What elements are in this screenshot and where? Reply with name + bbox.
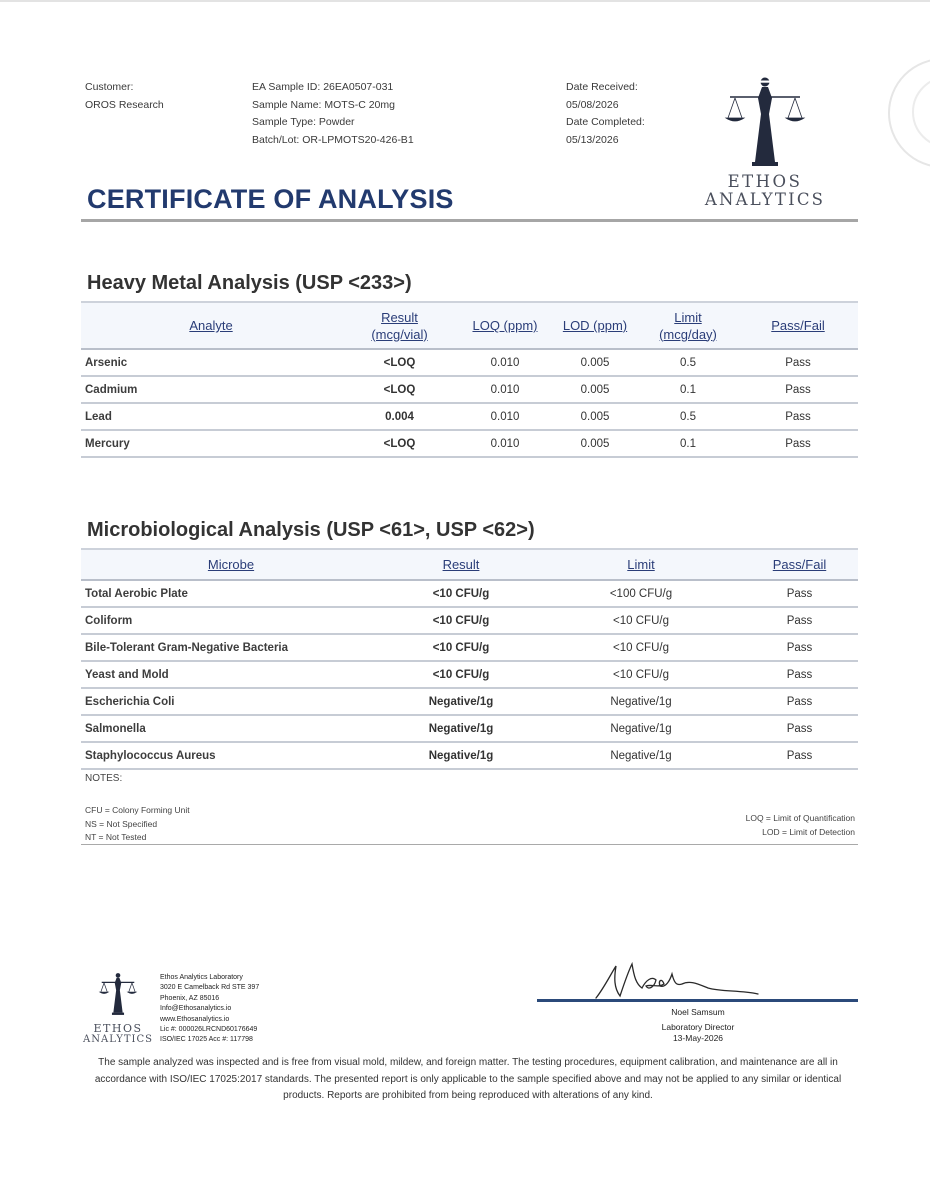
col-result-line2: (mcg/vial): [371, 326, 428, 342]
lady-justice-icon: [722, 76, 808, 168]
col-limit: [638, 302, 738, 349]
customer-label: Customer:: [85, 81, 134, 93]
col-microbe: Microbe: [207, 557, 255, 572]
sample-name: Sample Name: MOTS-C 20mg: [252, 98, 395, 111]
lod-cell: 0.005: [580, 383, 610, 396]
status-cell: Pass: [786, 587, 813, 600]
table-row: [81, 688, 858, 715]
analyte-cell: Arsenic: [85, 356, 128, 369]
status-cell: Pass: [786, 749, 813, 762]
result-cell: Negative/1g: [428, 749, 494, 762]
loq-cell: 0.010: [490, 437, 520, 450]
result-cell: 0.004: [385, 410, 414, 423]
col-analyte: Analyte: [189, 318, 233, 333]
limit-cell: <10 CFU/g: [613, 668, 669, 681]
col-micro-result: Result: [442, 557, 480, 572]
notes-label: NOTES:: [85, 773, 123, 784]
lab-web: www.Ethosanalytics.io: [160, 1015, 230, 1023]
limit-cell: <10 CFU/g: [613, 641, 669, 654]
disclaimer: The sample analyzed was inspected and is free from visual mold, mildew, and foreign matter. The testing procedures, equipment calibration, and maintenance are all in accordance with ISO/IEC 17025:2017 standards. The presented report is only applicable to the sample specified above and may not be applied to any similar or identical products. Reports are prohibited from being reproduced with alterations of any kind.: [94, 1057, 842, 1101]
microbe-cell: Escherichia Coli: [85, 695, 175, 708]
sample-block: [252, 79, 414, 149]
lod-cell: 0.005: [580, 410, 610, 423]
date-completed-label: Date Completed:: [566, 116, 645, 128]
table-row: [81, 376, 858, 403]
loq-cell: 0.010: [490, 383, 520, 396]
signer-block: [600, 1005, 796, 1046]
dates-block: [566, 79, 645, 149]
note-nt: NT = Not Tested: [85, 832, 147, 842]
lod-cell: 0.005: [580, 356, 610, 369]
limit-cell: Negative/1g: [610, 722, 672, 735]
col-result-line1: Result: [381, 309, 418, 325]
micro-title: Microbiological Analysis (USP <61>, USP <62>): [87, 519, 535, 541]
table-row: [81, 661, 858, 688]
note-loq: LOQ = Limit of Quantification: [745, 813, 855, 823]
analyte-cell: Lead: [85, 410, 112, 423]
limit-cell: 0.5: [680, 410, 696, 423]
footer-logo-ethos: ETHOS: [93, 1022, 143, 1035]
signer-name: Noel Samsum: [671, 1007, 725, 1017]
sample-id: EA Sample ID: 26EA0507-031: [252, 81, 394, 93]
result-cell: <10 CFU/g: [432, 668, 490, 681]
result-cell: Negative/1g: [428, 695, 494, 708]
date-completed: 05/13/2026: [566, 133, 619, 146]
result-cell: <LOQ: [383, 356, 416, 369]
footer-logo-analytics: ANALYTICS: [83, 1034, 153, 1045]
note-ns: NS = Not Specified: [85, 818, 158, 829]
status-cell: Pass: [786, 668, 813, 681]
status-cell: Pass: [785, 356, 811, 369]
status-cell: Pass: [786, 614, 813, 627]
col-loq: LOQ (ppm): [472, 318, 538, 333]
table-row: [81, 580, 858, 607]
result-cell: <LOQ: [383, 383, 416, 396]
lab-name: Ethos Analytics Laboratory: [160, 974, 243, 981]
micro-table: [81, 548, 858, 770]
result-cell: <LOQ: [383, 437, 416, 450]
lod-cell: 0.005: [580, 437, 610, 450]
result-cell: Negative/1g: [428, 722, 494, 735]
status-cell: Pass: [785, 437, 811, 450]
footer-logo: [82, 968, 162, 1048]
lab-address1: 3020 E Camelback Rd STE 397: [160, 984, 260, 992]
logo-text-analytics: ANALYTICS: [704, 190, 826, 209]
lab-email: Info@Ethosanalytics.io: [160, 1005, 232, 1013]
lady-justice-icon: [98, 968, 138, 1020]
limit-cell: Negative/1g: [610, 749, 672, 762]
col-micro-passfail: Pass/Fail: [772, 557, 827, 572]
table-row: [81, 715, 858, 742]
signature-line: [537, 999, 858, 1002]
customer-name: OROS Research: [85, 98, 164, 111]
result-cell: <10 CFU/g: [432, 614, 490, 627]
heavy-metal-title: Heavy Metal Analysis (USP <233>): [87, 272, 412, 294]
notes-left: [85, 804, 190, 845]
status-cell: Pass: [786, 641, 813, 654]
date-received-label: Date Received:: [566, 81, 638, 93]
status-cell: Pass: [785, 410, 811, 423]
customer-block: [85, 79, 164, 114]
sample-batch: Batch/Lot: OR-LPMOTS20-426-B1: [252, 133, 414, 146]
table-row: [81, 349, 858, 376]
logo-text-ethos: ETHOS: [727, 172, 803, 191]
lab-address2: Phoenix, AZ 85016: [160, 994, 220, 1002]
date-received: 05/08/2026: [566, 98, 619, 111]
microbe-cell: Salmonella: [85, 722, 146, 735]
micro-header-row: [81, 549, 858, 580]
table-row: [81, 634, 858, 661]
microbe-cell: Staphylococcus Aureus: [85, 749, 216, 762]
table-row: [81, 742, 858, 769]
result-cell: <10 CFU/g: [432, 587, 490, 600]
col-limit-line1: Limit: [674, 309, 702, 325]
ethos-logo: [698, 76, 832, 212]
notes-right: [700, 812, 855, 839]
microbe-cell: Total Aerobic Plate: [85, 587, 188, 600]
table-row: [81, 403, 858, 430]
lab-iso: ISO/IEC 17025 Acc #: 117798: [160, 1036, 253, 1044]
lab-license: Lic #: 000026LRCND60176649: [160, 1026, 258, 1034]
status-cell: Pass: [785, 383, 811, 396]
analyte-cell: Mercury: [85, 437, 130, 450]
limit-cell: 0.5: [680, 356, 696, 369]
loq-cell: 0.010: [490, 356, 520, 369]
microbe-cell: Bile-Tolerant Gram-Negative Bacteria: [85, 641, 289, 654]
top-divider: [0, 0, 930, 2]
heavy-metal-header-row: [81, 302, 858, 349]
note-lod: LOD = Limit of Detection: [762, 826, 855, 837]
notes-divider: [81, 844, 858, 845]
signer-date: 13-May-2026: [672, 1033, 724, 1043]
table-row: [81, 607, 858, 634]
limit-cell: <100 CFU/g: [609, 587, 673, 600]
limit-cell: <10 CFU/g: [613, 614, 669, 627]
heavy-metal-table: [81, 301, 858, 458]
col-passfail: Pass/Fail: [771, 318, 825, 333]
lab-info: [160, 973, 259, 1046]
col-result: [341, 302, 458, 349]
microbe-cell: Yeast and Mold: [85, 668, 169, 681]
col-lod: LOD (ppm): [562, 318, 628, 333]
table-row: [81, 430, 858, 457]
sample-type: Sample Type: Powder: [252, 116, 355, 128]
status-cell: Pass: [786, 722, 813, 735]
status-cell: Pass: [786, 695, 813, 708]
signature-icon: [590, 958, 770, 1002]
title-divider: [81, 219, 858, 222]
analyte-cell: Cadmium: [85, 383, 138, 396]
note-cfu: CFU = Colony Forming Unit: [85, 805, 190, 815]
microbe-cell: Coliform: [85, 614, 133, 627]
limit-cell: 0.1: [680, 383, 696, 396]
limit-cell: Negative/1g: [610, 695, 672, 708]
result-cell: <10 CFU/g: [432, 641, 490, 654]
page-title: CERTIFICATE OF ANALYSIS: [87, 184, 454, 214]
signer-role: Laboratory Director: [661, 1021, 735, 1032]
col-micro-limit: Limit: [627, 557, 655, 572]
limit-cell: 0.1: [680, 437, 696, 450]
loq-cell: 0.010: [490, 410, 520, 423]
col-limit-line2: (mcg/day): [659, 326, 717, 342]
